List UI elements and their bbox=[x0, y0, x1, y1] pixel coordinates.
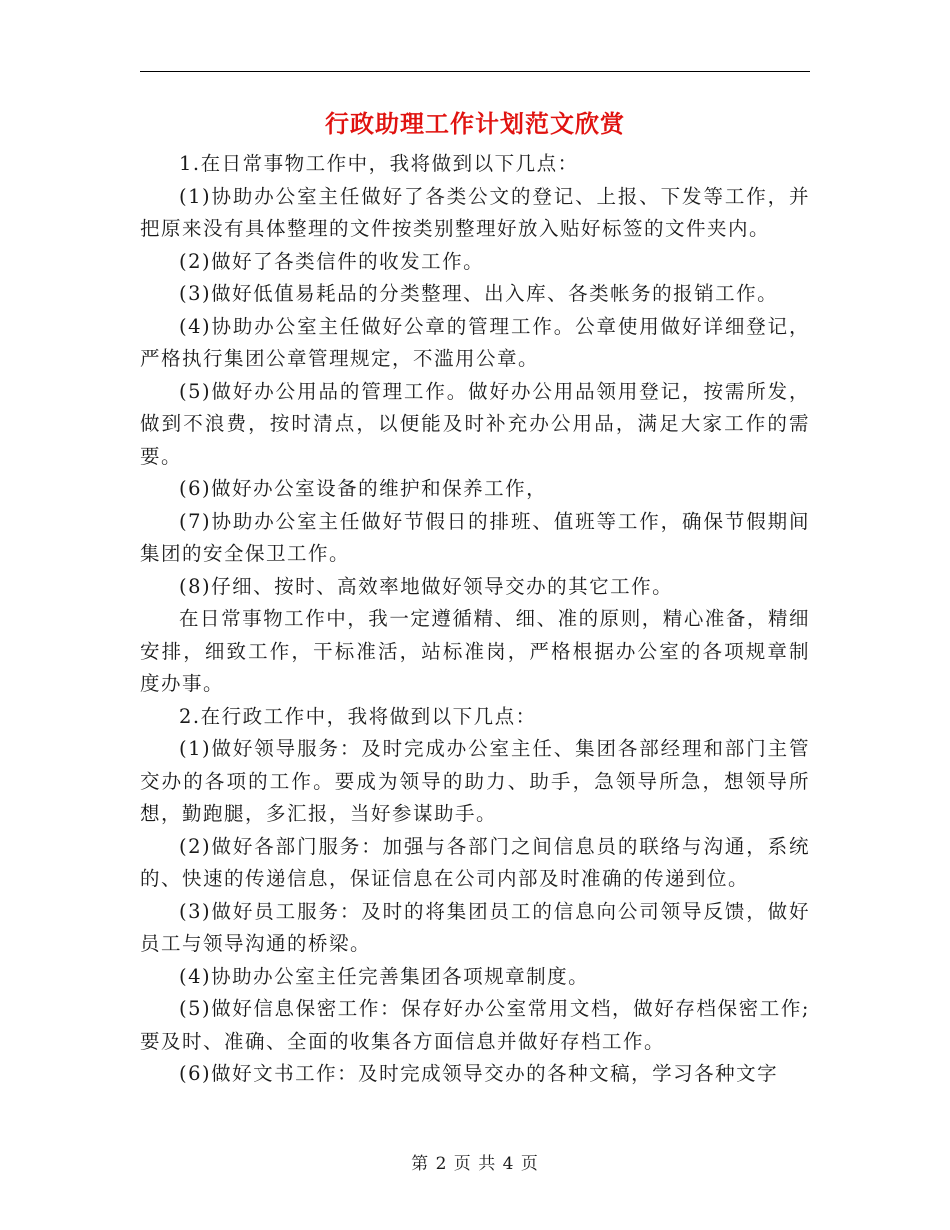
paragraph: (2)做好了各类信件的收发工作。 bbox=[179, 249, 485, 273]
paragraph: (3)做好低值易耗品的分类整理、出入库、各类帐务的报销工作。 bbox=[179, 282, 779, 305]
document-body bbox=[140, 148, 810, 1091]
paragraph: (6)做好文书工作：及时完成领导交办的各种文稿，学习各种文字 bbox=[179, 1062, 779, 1085]
paragraph: (1)协助办公室主任做好了各类公文的登记、上报、下发等工作，并把原来没有具体整理的文件按类别整理好放入贴好标签的文件夹内。 bbox=[140, 184, 810, 240]
paragraph: (3)做好员工服务：及时的将集团员工的信息向公司领导反馈，做好员工与领导沟通的桥梁。 bbox=[140, 899, 810, 955]
document-title: 行政助理工作计划范文欣赏 bbox=[325, 109, 625, 138]
paragraph: (4)协助办公室主任完善集团各项规章制度。 bbox=[179, 964, 590, 988]
paragraph: (1)做好领导服务：及时完成办公室主任、集团各部经理和部门主管交办的各项的工作。要成为领导的助力、助手，急领导所急，想领导所想，勤跑腿，多汇报，当好参谋助手。 bbox=[140, 737, 810, 825]
paragraph: (5)做好办公用品的管理工作。做好办公用品领用登记，按需所发，做到不浪费，按时清点，以便能及时补充办公用品，满足大家工作的需要。 bbox=[140, 379, 810, 468]
paragraph: 在日常事物工作中，我一定遵循精、细、准的原则，精心准备，精细安排，细致工作，干标准活，站标准岗，严格根据办公室的各项规章制度办事。 bbox=[140, 607, 810, 695]
header-rule bbox=[140, 71, 810, 72]
paragraph: (4)协助办公室主任做好公章的管理工作。公章使用做好详细登记，严格执行集团公章管理规定，不滥用公章。 bbox=[140, 314, 810, 370]
page-number: 第 2 页 共 4 页 bbox=[411, 1154, 539, 1174]
paragraph: (5)做好信息保密工作：保存好办公室常用文档，做好存档保密工作;要及时、准确、全面的收集各方面信息并做好存档工作。 bbox=[140, 997, 810, 1053]
paragraph: (2)做好各部门服务：加强与各部门之间信息员的联络与沟通，系统的、快速的传递信息，保证信息在公司内部及时准确的传递到位。 bbox=[140, 834, 810, 890]
paragraph: (7)协助办公室主任做好节假日的排班、值班等工作，确保节假期间集团的安全保卫工作。 bbox=[140, 509, 810, 565]
paragraph: (6)做好办公室设备的维护和保养工作， bbox=[179, 477, 548, 500]
paragraph: 1.在日常事物工作中，我将做到以下几点： bbox=[179, 152, 579, 175]
paragraph: (8)仔细、按时、高效率地做好领导交办的其它工作。 bbox=[179, 574, 674, 598]
paragraph: 2.在行政工作中，我将做到以下几点： bbox=[179, 704, 537, 728]
